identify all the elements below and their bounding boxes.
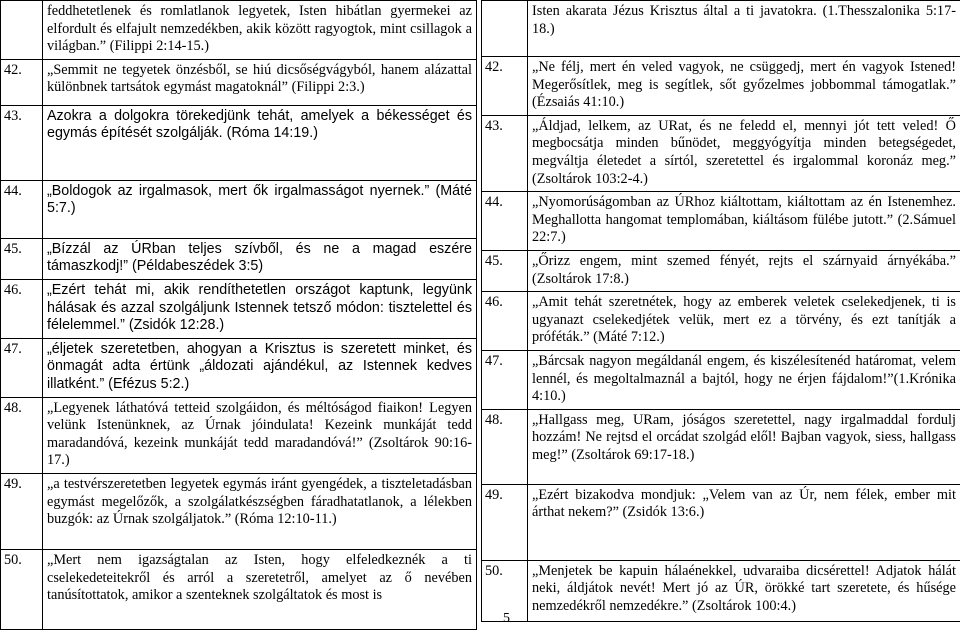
verse-number: 42.	[482, 57, 528, 116]
verse-text: „a testvérszeretetben legyetek egymás iránt gyengédek, a tiszteletadásban egymást megelőzők, a szolgálatkészségben fáradhatatlanok, a lélekben buzgók: az Úrnak szolgáljatok.” (Róma 12:10-11.)	[43, 473, 477, 549]
verse-row	[1, 1, 477, 60]
verse-text: „Legyenek láthatóvá tetteid szolgáidon, és méltóságod fiaikon! Legyen velünk Istenünknek, az Úrnak jóindulata! Kezeink munkáját tedd maradandóvá, kezeink munkáját tedd maradandóvá!” (Zsoltárok 90:16-17.)	[43, 397, 477, 473]
verse-row	[1, 338, 477, 397]
verse-number	[1, 1, 43, 60]
verse-number: 43.	[1, 105, 43, 180]
verse-text: „Boldogok az irgalmasok, mert ők irgalmasságot nyernek.” (Máté 5:7.)	[43, 180, 477, 238]
verse-row	[482, 115, 960, 191]
verse-text: „Nyomorúságomban az ÚRhoz kiáltottam, kiáltottam az én Istenemhez. Meghallotta hangomat templomában, kiáltásom fülébe jutott.” (2.Sámuel 22:7.)	[528, 192, 960, 251]
verse-row	[482, 57, 960, 116]
verse-number: 50.	[482, 560, 528, 621]
verse-number: 45.	[1, 238, 43, 279]
verse-text: „Ezért tehát mi, akik rendíthetetlen országot kaptunk, legyünk hálásak és azzal szolgáljunk Istennek tetsző módon: tisztelettel és félelemmel.” (Zsidók 12:28.)	[43, 279, 477, 338]
verse-text: „Őrizz engem, mint szemed fényét, rejts el szárnyaid árnyékába.” (Zsoltárok 17:8.)	[528, 250, 960, 291]
verse-text: Isten akarata Jézus Krisztus által a ti javatokra. (1.Thesszalonika 5:17-18.)	[528, 1, 960, 57]
verse-number: 49.	[1, 473, 43, 549]
verse-row	[482, 484, 960, 560]
verse-text: „Ne félj, mert én veled vagyok, ne csüggedj, mert én vagyok Istened! Megerősítlek, meg is segítlek, sőt győzelmes jobbommal támogatlak.” (Ézsaiás 41:10.)	[528, 57, 960, 116]
verse-row	[1, 549, 477, 629]
verse-number: 45.	[482, 250, 528, 291]
verse-number: 49.	[482, 484, 528, 560]
verse-number: 44.	[1, 180, 43, 238]
verse-row	[1, 105, 477, 180]
verse-row	[1, 180, 477, 238]
verse-text: „Bízzál az ÚRban teljes szívből, és ne a magad eszére támaszkodj!” (Példabeszédek 3:5)	[43, 238, 477, 279]
verse-row	[482, 292, 960, 351]
verse-number: 48.	[1, 397, 43, 473]
verse-number: 42.	[1, 59, 43, 105]
right-verse-table	[481, 0, 960, 622]
verse-text: feddhetetlenek és romlatlanok legyetek, Isten hibátlan gyermekei az elfordult és elfajult nemzedékben, akik között ragyogtok, mint csillagok a világban.” (Filippi 2:14-15.)	[43, 1, 477, 60]
verse-number: 47.	[1, 338, 43, 397]
verse-text: „Ezért bizakodva mondjuk: „Velem van az Úr, nem félek, ember mit árthat nekem?” (Zsidók 13:6.)	[528, 484, 960, 560]
verse-text: „Bárcsak nagyon megáldanál engem, és kiszélesítenéd határomat, velem lennél, és megoltalmaznál a bajtól, hogy ne érjen fájdalom!”(1.Krónika 4:10.)	[528, 350, 960, 409]
verse-number	[482, 1, 528, 57]
verse-number: 47.	[482, 350, 528, 409]
verse-number: 46.	[1, 279, 43, 338]
verse-row	[482, 560, 960, 621]
verse-row	[1, 59, 477, 105]
verse-number: 46.	[482, 292, 528, 351]
verse-text: „Amit tehát szeretnétek, hogy az emberek veletek cselekedjenek, ti is ugyanazt cselekedjétek velük, mert ez a törvény, és ezt tanítják a próféták.” (Máté 7:12.)	[528, 292, 960, 351]
verse-row	[482, 409, 960, 484]
verse-text: „Mert nem igazságtalan az Isten, hogy elfeledkeznék a ti cselekedeteitekről és arról a szeretetről, amelyet az ő nevében tanúsítottatok, amikor a szenteknek szolgáltatok és most is	[43, 549, 477, 629]
verse-text: „Semmit ne tegyetek önzésből, se hiú dicsőségvágyból, hanem alázattal különbnek tartsátok egymást magatoknál” (Filippi 2:3.)	[43, 59, 477, 105]
verse-text: „éljetek szeretetben, ahogyan a Krisztus is szeretett minket, és önmagát adta értünk „áldozati ajándékul, az Istennek kedves illatként.” (Efézus 5:2.)	[43, 338, 477, 397]
verse-number: 43.	[482, 115, 528, 191]
verse-number: 44.	[482, 192, 528, 251]
verse-row	[1, 397, 477, 473]
verse-text: „Menjetek be kapuin hálaénekkel, udvaraiba dicsérettel! Adjatok hálát neki, áldjátok nevét! Mert jó az ÚR, örökké tart szeretete, és hűsége nemzedékről nemzedékre.” (Zsoltárok 100:4.)	[528, 560, 960, 621]
verse-row	[482, 192, 960, 251]
verse-row	[1, 238, 477, 279]
verse-number: 48.	[482, 409, 528, 484]
verse-text: „Hallgass meg, URam, jóságos szeretettel, nagy irgalmaddal fordulj hozzám! Ne rejtsd el orcádat szolgád elől! Bajban vagyok, siess, hallgass meg!” (Zsoltárok 69:17-18.)	[528, 409, 960, 484]
page-number: 5	[503, 611, 510, 627]
verse-row	[482, 350, 960, 409]
verse-row	[482, 1, 960, 57]
verse-row	[1, 473, 477, 549]
verse-number: 50.	[1, 549, 43, 629]
verse-text: Azokra a dolgokra törekedjünk tehát, amelyek a békességet és egymás építését szolgálják. (Róma 14:19.)	[43, 105, 477, 180]
verse-row	[1, 279, 477, 338]
verse-text: „Áldjad, lelkem, az URat, és ne feledd el, mennyi jót tett veled! Ő megbocsátja minden bűnödet, meggyógyítja minden betegségedet, megváltja életedet a sírtól, szeretettel és irgalommal koronáz meg.” (Zsoltárok 103:2-4.)	[528, 115, 960, 191]
left-verse-table	[0, 0, 477, 630]
verse-row	[482, 250, 960, 291]
